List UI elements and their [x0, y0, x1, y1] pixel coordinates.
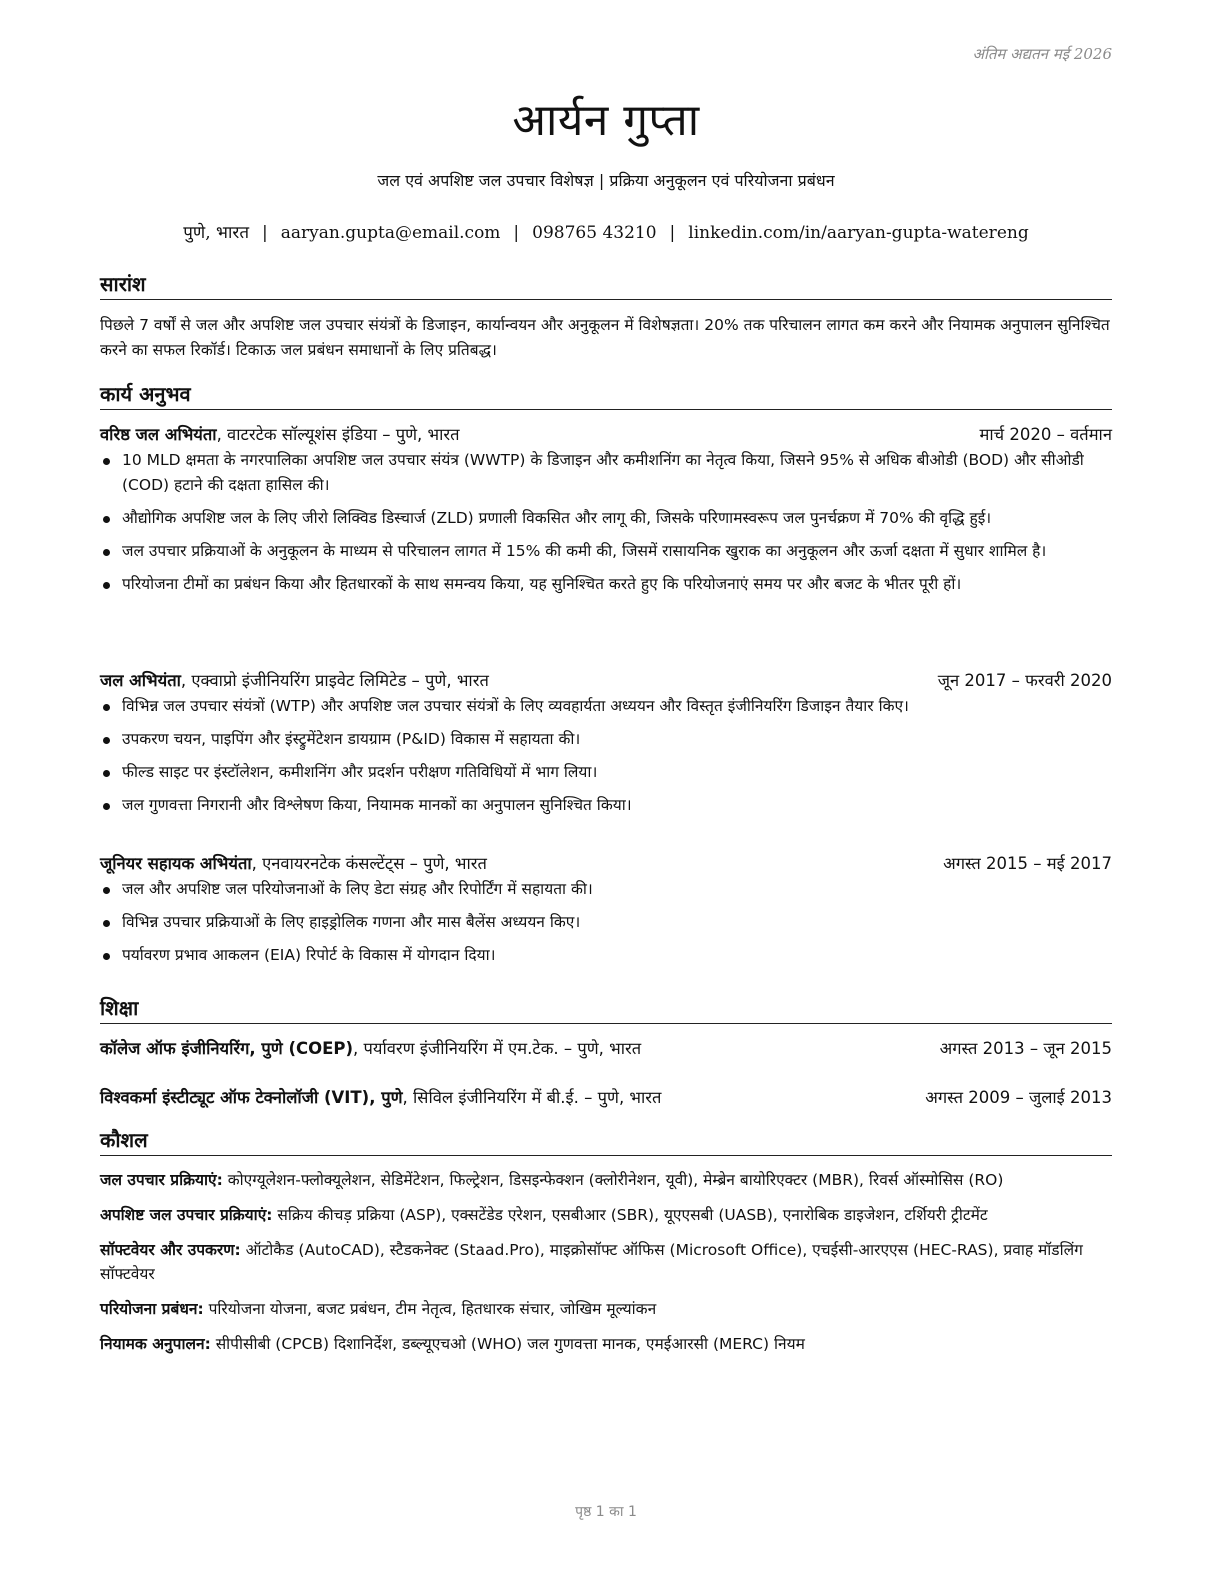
- contact-phone[interactable]: 098765 43210: [532, 223, 657, 243]
- skill-row: [100, 1332, 1112, 1356]
- contact-location: पुणे, भारत: [183, 223, 250, 243]
- skill-row: [100, 1168, 1112, 1192]
- experience-heading: कार्य अनुभव: [100, 380, 1112, 410]
- summary-text: पिछले 7 वर्षों से जल और अपशिष्ट जल उपचार संयंत्रों के डिजाइन, कार्यान्वयन और अनुकूलन में विशेषज्ञता। 20% तक परिचालन लागत कम करने और नियामक अनुपालन सुनिश्चित करने का सफल रिकॉर्ड। टिकाऊ जल प्रबंधन समाधानों के लिए प्रतिबद्ध।: [100, 316, 1110, 359]
- job-dates: जून 2017 – फरवरी 2020: [937, 671, 1112, 690]
- skill-text: परियोजना योजना, बजट प्रबंधन, टीम नेतृत्व, हितधारक संचार, जोखिम मूल्यांकन: [203, 1300, 657, 1318]
- skill-label: जल उपचार प्रक्रियाएं:: [100, 1171, 223, 1189]
- skills-section: [100, 1168, 1112, 1367]
- candidate-name: आर्यन गुप्ता: [512, 95, 700, 146]
- job-header: [100, 422, 1112, 448]
- tagline: जल एवं अपशिष्ट जल उपचार विशेषज्ञ | प्रक्रिया अनुकूलन एवं परियोजना प्रबंधन: [377, 171, 835, 190]
- job-org: , एनवायरनटेक कंसल्टेंट्स – पुणे, भारत: [251, 854, 487, 873]
- skill-label: नियामक अनुपालन:: [100, 1335, 211, 1353]
- school-name: कॉलेज ऑफ इंजीनियरिंग, पुणे (COEP): [100, 1039, 354, 1058]
- job-entry: [100, 668, 1112, 826]
- list-item: जल गुणवत्ता निगरानी और विश्लेषण किया, नियामक मानकों का अनुपालन सुनिश्चित किया।: [100, 793, 1112, 818]
- job-role: वरिष्ठ जल अभियंता: [100, 425, 217, 444]
- job-entry: [100, 851, 1112, 976]
- list-item: परियोजना टीमों का प्रबंधन किया और हितधारकों के साथ समन्वय किया, यह सुनिश्चित करते हुए कि परियोजनाएं समय पर और बजट के भीतर पूरी हों।: [100, 572, 1112, 597]
- education-entry: [100, 1085, 1112, 1111]
- list-item: 10 MLD क्षमता के नगरपालिका अपशिष्ट जल उपचार संयंत्र (WWTP) के डिजाइन और कमीशनिंग का नेतृत्व किया, जिसने 95% से अधिक बीओडी (BOD) और सीओडी (COD) हटाने की दक्षता हासिल की।: [100, 448, 1112, 498]
- list-item: विभिन्न जल उपचार संयंत्रों (WTP) और अपशिष्ट जल उपचार संयंत्रों के लिए व्यवहार्यता अध्ययन और विस्तृत इंजीनियरिंग डिजाइन तैयार किए।: [100, 694, 1112, 719]
- summary-heading: सारांश: [100, 270, 1112, 300]
- job-org: , वाटरटेक सॉल्यूशंस इंडिया – पुणे, भारत: [216, 425, 460, 444]
- contact-email[interactable]: aaryan.gupta@email.com: [280, 223, 501, 243]
- education-header: [100, 1036, 1112, 1062]
- skill-text: कोएग्यूलेशन-फ्लोक्यूलेशन, सेडिमेंटेशन, फिल्ट्रेशन, डिसइन्फेक्शन (क्लोरीनेशन, यूवी), मेम्ब्रेन बायोरिएक्टर (MBR), रिवर्स ऑस्मोसिस (RO): [222, 1171, 1004, 1189]
- list-item: जल उपचार प्रक्रियाओं के अनुकूलन के माध्यम से परिचालन लागत में 15% की कमी की, जिसमें रासायनिक खुराक का अनुकूलन और ऊर्जा दक्षता में सुधार शामिल है।: [100, 539, 1112, 564]
- education-dates: अगस्त 2013 – जून 2015: [939, 1039, 1112, 1058]
- summary-section: [100, 313, 1112, 363]
- page-footer: पृष्ठ 1 का 1: [575, 1504, 637, 1520]
- school-name: विश्वकर्मा इंस्टीट्यूट ऑफ टेक्नोलॉजी (VIT), पुणे: [100, 1088, 403, 1107]
- skill-row: [100, 1238, 1112, 1286]
- contact-separator: |: [262, 223, 268, 243]
- resume-page: [100, 0, 1112, 1584]
- skill-label: सॉफ्टवेयर और उपकरण:: [100, 1241, 241, 1259]
- contact-separator: |: [513, 223, 520, 243]
- education-heading: शिक्षा: [100, 994, 1112, 1024]
- job-bullets: [100, 448, 1112, 597]
- skill-text: सीपीसीबी (CPCB) दिशानिर्देश, डब्ल्यूएचओ (WHO) जल गुणवत्ता मानक, एमईआरसी (MERC) नियम: [210, 1335, 805, 1353]
- job-role: जल अभियंता: [100, 671, 181, 690]
- job-bullets: [100, 694, 1112, 818]
- skill-text: ऑटोकैड (AutoCAD), स्टैडकनेक्ट (Staad.Pro), माइक्रोसॉफ्ट ऑफिस (Microsoft Office), एचईसी-आरएएस (HEC-RAS), प्रवाह मॉडलिंग सॉफ्टवेयर: [100, 1241, 1083, 1283]
- skill-label: अपशिष्ट जल उपचार प्रक्रियाएं:: [100, 1206, 273, 1224]
- list-item: उपकरण चयन, पाइपिंग और इंस्ट्रुमेंटेशन डायग्राम (P&ID) विकास में सहायता की।: [100, 727, 1112, 752]
- skills-heading: कौशल: [100, 1126, 1112, 1156]
- list-item: विभिन्न उपचार प्रक्रियाओं के लिए हाइड्रोलिक गणना और मास बैलेंस अध्ययन किए।: [100, 910, 1112, 935]
- education-header: [100, 1085, 1112, 1111]
- list-item: फील्ड साइट पर इंस्टॉलेशन, कमीशनिंग और प्रदर्शन परीक्षण गतिविधियों में भाग लिया।: [100, 760, 1112, 785]
- skill-label: परियोजना प्रबंधन:: [100, 1300, 204, 1318]
- list-item: जल और अपशिष्ट जल परियोजनाओं के लिए डेटा संग्रह और रिपोर्टिंग में सहायता की।: [100, 877, 1112, 902]
- job-org: , एक्वाप्रो इंजीनियरिंग प्राइवेट लिमिटेड – पुणे, भारत: [180, 671, 489, 690]
- job-role: जूनियर सहायक अभियंता: [100, 854, 252, 873]
- last-updated-note: अंतिम अद्यतन मई 2026: [972, 45, 1112, 63]
- job-bullets: [100, 877, 1112, 968]
- skill-text: सक्रिय कीचड़ प्रक्रिया (ASP), एक्सटेंडेड एरेशन, एसबीआर (SBR), यूएएसबी (UASB), एनारोबिक डाइजेशन, टर्शियरी ट्रीटमेंट: [272, 1206, 988, 1224]
- job-header: [100, 668, 1112, 694]
- education-dates: अगस्त 2009 – जुलाई 2013: [925, 1088, 1112, 1107]
- education-entry: [100, 1036, 1112, 1062]
- list-item: पर्यावरण प्रभाव आकलन (EIA) रिपोर्ट के विकास में योगदान दिया।: [100, 943, 1112, 968]
- contact-line: [100, 220, 1112, 243]
- skill-row: [100, 1297, 1112, 1321]
- contact-linkedin[interactable]: linkedin.com/in/aaryan-gupta-watereng: [688, 223, 1029, 243]
- degree-info: , पर्यावरण इंजीनियरिंग में एम.टेक. – पुणे, भारत: [353, 1039, 642, 1058]
- job-entry: [100, 422, 1112, 605]
- skill-row: [100, 1203, 1112, 1227]
- job-dates: मार्च 2020 – वर्तमान: [979, 425, 1112, 444]
- degree-info: , सिविल इंजीनियरिंग में बी.ई. – पुणे, भारत: [402, 1088, 662, 1107]
- job-header: [100, 851, 1112, 877]
- list-item: औद्योगिक अपशिष्ट जल के लिए जीरो लिक्विड डिस्चार्ज (ZLD) प्रणाली विकसित और लागू की, जिसके परिणामस्वरूप जल पुनर्चक्रण में 70% की वृद्धि हुई।: [100, 506, 1112, 531]
- contact-separator: |: [669, 223, 676, 243]
- job-dates: अगस्त 2015 – मई 2017: [943, 854, 1112, 873]
